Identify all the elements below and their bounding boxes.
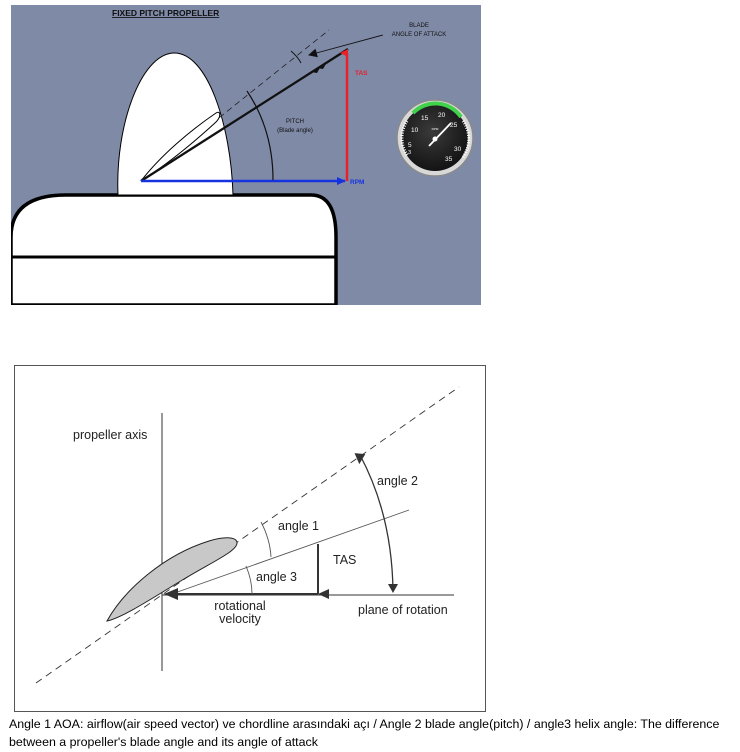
fixed-pitch-propeller-diagram (11, 5, 481, 305)
aircraft-body (11, 195, 336, 305)
rpm-label: RPM (350, 179, 365, 186)
gauge-tick-35: 35 (445, 156, 453, 163)
rpm-gauge (397, 100, 473, 176)
tas-label: TAS (355, 70, 368, 77)
blade-aoa-label-line2: ANGLE OF ATTACK (391, 32, 447, 38)
angle1-label: angle 1 (278, 519, 320, 533)
angle2-label: angle 2 (377, 474, 419, 488)
gauge-tick-5: 5 (408, 142, 412, 149)
propeller-angles-diagram (14, 365, 486, 712)
gauge-tick-3: 3 (408, 150, 412, 156)
pitch-label-line2: (Blade angle) (277, 128, 313, 134)
gauge-tick-10: 10 (411, 127, 419, 134)
blade-aoa-label-line1: BLADE (409, 23, 429, 29)
gauge-tick-30: 30 (454, 146, 462, 153)
rotational-velocity-label-line2: velocity (219, 612, 261, 626)
gauge-tick-25: 25 (450, 122, 458, 129)
gauge-center-text: RPM (431, 127, 439, 131)
gauge-tick-20: 20 (438, 112, 446, 119)
caption-text: Angle 1 AOA: airflow(air speed vector) ve chordline arasındaki açı / Angle 2 blade angle(pitch) / angle3 helix angle: The difference between a propeller's blade angle and its angle of attack (9, 717, 720, 749)
tas-label: TAS (333, 553, 357, 567)
angle3-label: angle 3 (256, 570, 298, 584)
rotational-velocity-label-line1: rotational (214, 599, 266, 613)
plane-of-rotation-label: plane of rotation (358, 603, 448, 617)
gauge-hub (433, 137, 438, 142)
pitch-label-line1: PITCH (286, 119, 304, 125)
gauge-tick-15: 15 (421, 115, 429, 122)
propeller-axis-label: propeller axis (73, 428, 148, 442)
top-diagram-title: FIXED PITCH PROPELLER (112, 8, 220, 18)
